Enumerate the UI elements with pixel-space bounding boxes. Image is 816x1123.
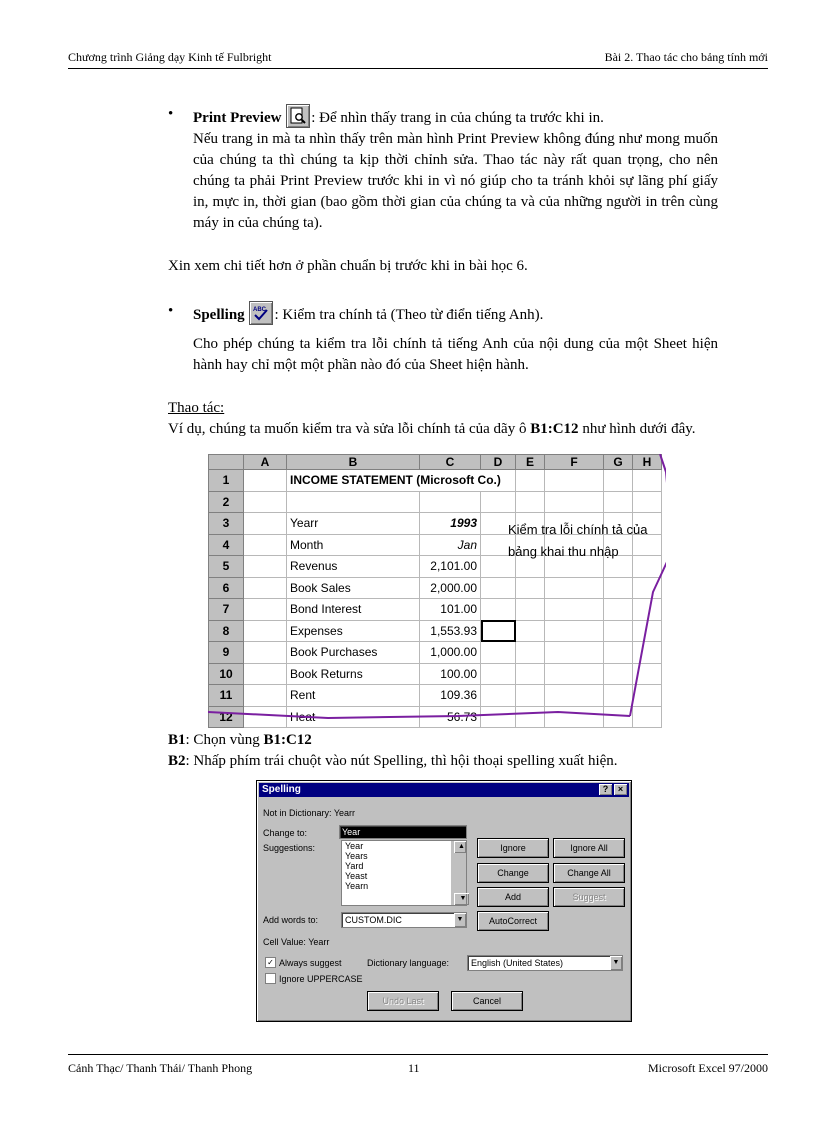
page-number: 11 bbox=[408, 1061, 420, 1075]
cell-c6: 2,000.00 bbox=[420, 577, 481, 599]
scroll-up-icon[interactable]: ▲ bbox=[454, 841, 466, 853]
row-header: 7 bbox=[209, 599, 244, 621]
cell-b1: INCOME STATEMENT (Microsoft Co.) bbox=[287, 470, 516, 492]
cell-b4: Month bbox=[287, 534, 420, 556]
suggestions-list[interactable] bbox=[341, 840, 467, 906]
header-right: Bài 2. Thao tác cho bảng tính mới bbox=[604, 50, 768, 64]
cell-b9: Book Purchases bbox=[287, 642, 420, 664]
always-suggest-label: Always suggest bbox=[279, 958, 342, 968]
cell-b6: Book Sales bbox=[287, 577, 420, 599]
print-preview-icon bbox=[286, 104, 310, 128]
chevron-down-icon[interactable]: ▼ bbox=[454, 913, 466, 927]
footer-right: Microsoft Excel 97/2000 bbox=[648, 1061, 768, 1075]
print-preview-term: Print Preview bbox=[193, 110, 282, 126]
dialog-title-bar: Spelling ? × bbox=[259, 783, 629, 797]
change-button[interactable]: Change bbox=[477, 863, 549, 883]
ignore-uppercase-checkbox[interactable] bbox=[265, 973, 276, 984]
col-header-e: E bbox=[516, 455, 545, 470]
add-words-label: Add words to: bbox=[263, 915, 319, 925]
suggestions-scrollbar[interactable] bbox=[451, 841, 466, 905]
spelling-dialog bbox=[256, 780, 632, 1022]
col-header-b: B bbox=[287, 455, 420, 470]
see-more-text: Xin xem chi tiết hơn ở phần chuẩn bị trước khi in bài học 6. bbox=[168, 258, 528, 274]
autocorrect-button[interactable]: AutoCorrect bbox=[477, 911, 549, 931]
print-preview-bullet: • Print Preview : Để nhìn thấy trang in của chúng ta trước khi in. Nếu trang in mà ta nhìn thấy trên màn hình Print Preview không đúng như mong muốn của chúng ta thì chúng ta kịp thời chỉnh sửa. Thao tác này rất quan trọng, cho nên chúng ta phải Print Preview trước khi in vì nó giúp cho ta tránh khỏi sự lãng phí giấy in, mực in, thời gian (bao gồm thời gian của chúng ta và của những người in trên cùng máy in của chúng ta). bbox=[168, 104, 718, 234]
row-header: 9 bbox=[209, 642, 244, 664]
dictionary-language-label: Dictionary language: bbox=[367, 958, 450, 968]
row-header: 3 bbox=[209, 513, 244, 535]
spelling-term: Spelling bbox=[193, 307, 245, 323]
header-left: Chương trình Giảng dạy Kinh tế Fulbright bbox=[68, 50, 272, 64]
ignore-button[interactable]: Ignore bbox=[477, 838, 549, 858]
cell-b8: Expenses bbox=[287, 620, 420, 642]
help-button[interactable]: ? bbox=[599, 784, 612, 795]
cell-b11: Rent bbox=[287, 685, 420, 707]
change-all-button[interactable]: Change All bbox=[553, 863, 625, 883]
cell-value-label: Cell Value: Yearr bbox=[263, 937, 330, 947]
cell-c4: Jan bbox=[420, 534, 481, 556]
step-b1: B1: Chọn vùng B1:C12 bbox=[168, 732, 312, 748]
always-suggest-checkbox[interactable]: ✓ bbox=[265, 957, 276, 968]
col-header-h: H bbox=[633, 455, 662, 470]
spelling-bullet: • Spelling ABC : Kiểm tra chính tả (Theo từ điển tiếng Anh). Cho phép chúng ta kiểm tra lỗi chính tả tiếng Anh của nội dung của một Sheet hiện hành hay chỉ một một phần nào đó của Sheet hiện hành. bbox=[168, 301, 718, 376]
row-header: 4 bbox=[209, 534, 244, 556]
dictionary-language-dropdown[interactable]: English (United States) ▼ bbox=[467, 955, 623, 971]
row-header: 6 bbox=[209, 577, 244, 599]
col-header-g: G bbox=[604, 455, 633, 470]
torn-edge-outline bbox=[208, 454, 678, 720]
cell-c11: 109.36 bbox=[420, 685, 481, 707]
list-item[interactable]: Yearn bbox=[345, 881, 369, 891]
cell-c8: 1,553.93 bbox=[420, 620, 481, 642]
add-words-dropdown[interactable]: CUSTOM.DIC ▼ bbox=[341, 912, 467, 928]
undo-last-button[interactable]: Undo Last bbox=[367, 991, 439, 1011]
cell-c9: 1,000.00 bbox=[420, 642, 481, 664]
thao-tac-example: Ví dụ, chúng ta muốn kiểm tra và sửa lỗi chính tả của dãy ô B1:C12 như hình dưới đây. bbox=[168, 421, 696, 437]
row-header: 12 bbox=[209, 706, 244, 728]
footer-left: Cảnh Thạc/ Thanh Thái/ Thanh Phong bbox=[68, 1061, 253, 1075]
col-header-d: D bbox=[481, 455, 516, 470]
step-b2: B2: Nhấp phím trái chuột vào nút Spelling, thì hội thoại spelling xuất hiện. bbox=[168, 753, 618, 769]
cancel-button[interactable]: Cancel bbox=[451, 991, 523, 1011]
spelling-desc: : Kiểm tra chính tả (Theo từ điển tiếng Anh). bbox=[274, 307, 544, 323]
cell-b3: Yearr bbox=[287, 513, 420, 535]
col-header-c: C bbox=[420, 455, 481, 470]
spreadsheet-figure bbox=[208, 454, 678, 724]
thao-tac-heading: Thao tác: bbox=[168, 400, 225, 416]
row-header: 5 bbox=[209, 556, 244, 578]
steps bbox=[168, 730, 618, 772]
scroll-down-icon[interactable]: ▼ bbox=[454, 893, 469, 905]
cell-c3: 1993 bbox=[420, 513, 481, 535]
ignore-uppercase-label: Ignore UPPERCASE bbox=[279, 974, 363, 984]
sheet-note-line2: bảng khai thu nhập bbox=[508, 544, 619, 559]
list-item[interactable]: Year bbox=[345, 841, 364, 851]
page-header bbox=[68, 50, 768, 69]
change-to-input[interactable]: Year bbox=[339, 825, 467, 839]
row-header: 8 bbox=[209, 620, 244, 642]
cell-c7: 101.00 bbox=[420, 599, 481, 621]
page-footer bbox=[68, 1054, 768, 1076]
spelling-check-icon bbox=[249, 301, 273, 325]
ignore-all-button[interactable]: Ignore All bbox=[553, 838, 625, 858]
print-preview-paragraph: Nếu trang in mà ta nhìn thấy trên màn hình Print Preview không đúng như mong muốn của chúng ta thì chúng ta kịp thời chỉnh sửa. Thao tác này rất quan trọng, cho nên chúng ta phải Print Preview trước khi in vì nó giúp cho ta tránh khỏi sự lãng phí giấy in, mực in, thời gian (bao gồm thời gian của chúng ta và của những người in trên cùng máy in của chúng ta). bbox=[193, 131, 718, 231]
chevron-down-icon[interactable]: ▼ bbox=[610, 956, 622, 970]
col-header-a: A bbox=[244, 455, 287, 470]
main-content bbox=[168, 104, 718, 440]
row-header: 10 bbox=[209, 663, 244, 685]
row-header: 1 bbox=[209, 470, 244, 492]
list-item[interactable]: Years bbox=[345, 851, 368, 861]
cell-c12: 56.73 bbox=[420, 706, 481, 728]
suggestions-label: Suggestions: bbox=[263, 843, 316, 853]
cell-b12: Heat bbox=[287, 706, 420, 728]
print-preview-desc: : Để nhìn thấy trang in của chúng ta trước khi in. bbox=[311, 110, 604, 126]
list-item[interactable]: Yeast bbox=[345, 871, 368, 881]
close-button[interactable]: × bbox=[614, 784, 627, 795]
cell-b5: Revenus bbox=[287, 556, 420, 578]
col-header-f: F bbox=[545, 455, 604, 470]
add-button[interactable]: Add bbox=[477, 887, 549, 907]
cell-c10: 100.00 bbox=[420, 663, 481, 685]
cell-b10: Book Returns bbox=[287, 663, 420, 685]
not-in-dictionary-label: Not in Dictionary: Yearr bbox=[263, 808, 356, 818]
row-header: 2 bbox=[209, 491, 244, 513]
cell-c5: 2,101.00 bbox=[420, 556, 481, 578]
change-to-label: Change to: bbox=[263, 828, 308, 838]
svg-text:ABC: ABC bbox=[253, 307, 267, 313]
list-item[interactable]: Yard bbox=[345, 861, 364, 871]
cell-b7: Bond Interest bbox=[287, 599, 420, 621]
row-header: 11 bbox=[209, 685, 244, 707]
suggest-button[interactable]: Suggest bbox=[553, 887, 625, 907]
sheet-note-line1: Kiểm tra lỗi chính tả của bbox=[508, 522, 648, 537]
spelling-paragraph: Cho phép chúng ta kiểm tra lỗi chính tả tiếng Anh của nội dung của một Sheet hiện hành hay chỉ một một phần nào đó của Sheet hiện hành. bbox=[193, 336, 718, 373]
